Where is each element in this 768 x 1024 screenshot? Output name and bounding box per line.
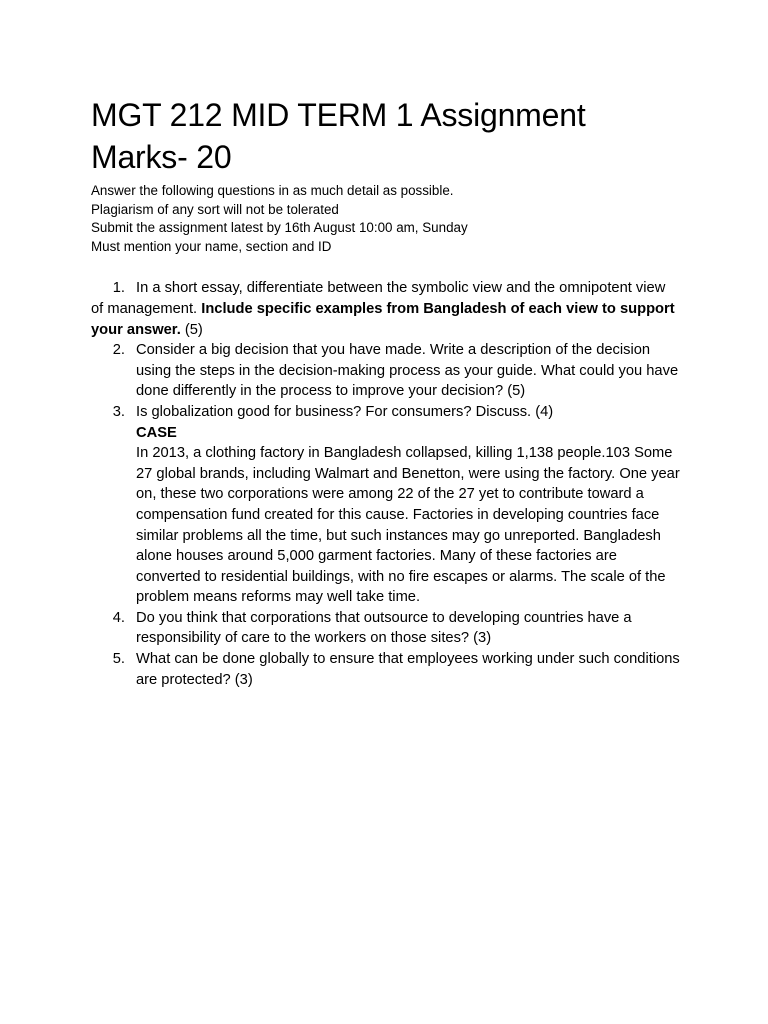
case-text: In 2013, a clothing factory in Bangladesh collapsed, killing 1,138 people.103 Some 27 global brands, including Walmart and Benetton, were using the factory. One year on, these two corporations were among 22 of the 27 yet to contribute toward a compensation fund created for this cause. Factories in developing countries face similar problems all the time, but such instances may go unreported. Bangladesh alone houses around 5,000 garment factories. Many of these factories are converted to residential buildings, with no fire escapes or alarms. The scale of the problem means reforms may well take time.: [136, 445, 680, 606]
question-marks: (5): [180, 321, 203, 338]
title-line-1: MGT 212 MID TERM 1 Assignment: [91, 97, 586, 133]
question-number: 2.: [112, 342, 125, 359]
page-title: [91, 94, 681, 178]
question-text-plain: In a short essay, differentiate between the symbolic view and the omnipotent view of management.: [91, 280, 666, 317]
instructions: [91, 182, 681, 256]
document-page: [91, 94, 681, 690]
question-text: Consider a big decision that you have made. Write a description of the decision using the steps in the decision-making process as your guide. What could you have done differently in the process to improve your decision? (5): [136, 342, 679, 400]
instruction-line: Answer the following questions in as much detail as possible.: [91, 183, 454, 198]
question-text: Do you think that corporations that outsource to developing countries have a responsibility of care to the workers on those sites? (3): [136, 609, 632, 647]
question-list: [91, 278, 681, 690]
question-body: [91, 402, 681, 608]
question-text: Is globalization good for business? For consumers? Discuss. (4): [136, 403, 554, 420]
instruction-line: Submit the assignment latest by 16th August 10:00 am, Sunday: [91, 220, 468, 236]
question-number: 1.: [112, 280, 125, 297]
question-number: 4.: [112, 609, 125, 626]
question-text: [91, 278, 681, 340]
question-3: [91, 402, 681, 608]
case-title: CASE: [136, 424, 177, 441]
question-text-bold: Include specific examples from Bangladesh of each view to support your answer.: [91, 300, 675, 338]
question-2: [91, 340, 681, 402]
question-5: [91, 649, 681, 690]
question-text: What can be done globally to ensure that employees working under such conditions are protected? (3): [136, 651, 680, 688]
question-1: [91, 278, 681, 340]
title-line-2: Marks- 20: [91, 139, 232, 175]
question-4: [91, 608, 681, 649]
instruction-line: Must mention your name, section and ID: [91, 238, 332, 254]
question-number: 3.: [112, 403, 125, 420]
instruction-line: Plagiarism of any sort will not be tolerated: [91, 201, 339, 217]
question-number: 5.: [112, 651, 125, 668]
